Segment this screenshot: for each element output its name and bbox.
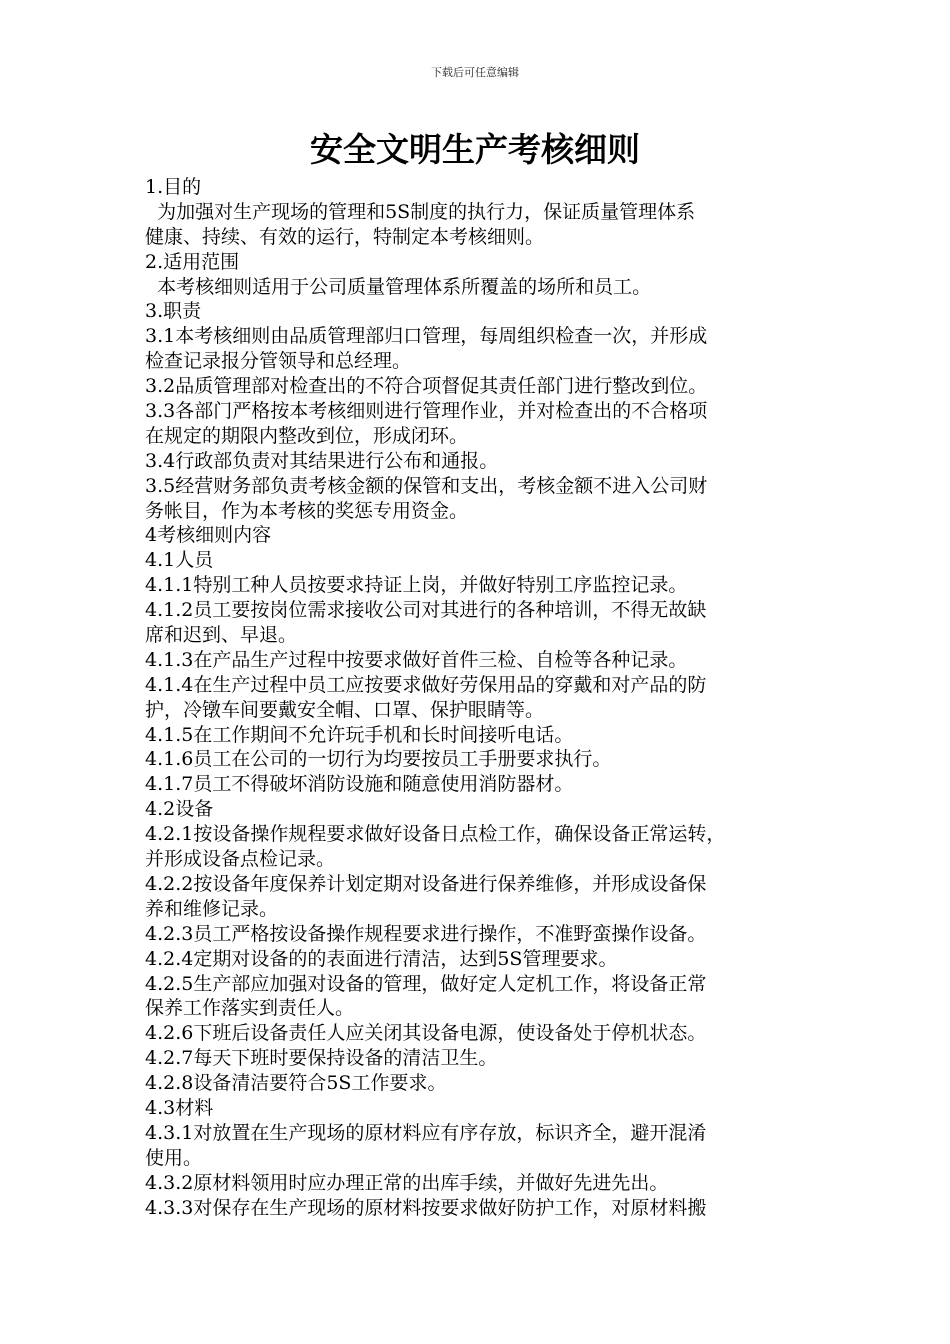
text-line: 4.3材料 <box>145 1096 214 1119</box>
text-line: 4.2.2按设备年度保养计划定期对设备进行保养维修，并形成设备保 <box>145 872 707 895</box>
text-line: 4.1.6员工在公司的一切行为均要按员工手册要求执行。 <box>145 748 612 771</box>
text-line: 4.1.4在生产过程中员工应按要求做好劳保用品的穿戴和对产品的防 <box>145 673 707 696</box>
document-body <box>145 175 825 1220</box>
header-note: 下载后可任意编辑 <box>431 66 519 79</box>
text-line: 保养工作落实到责任人。 <box>145 997 355 1020</box>
text-line: 4.3.3对保存在生产现场的原材料按要求做好防护工作，对原材料搬 <box>145 1196 707 1219</box>
text-line: 健康、持续、有效的运行，特制定本考核细则。 <box>145 225 545 248</box>
text-line: 4.2.8设备清洁要符合5S工作要求。 <box>145 1072 447 1095</box>
text-line: 4.2.6下班后设备责任人应关闭其设备电源，使设备处于停机状态。 <box>145 1022 707 1045</box>
text-line: 2.适用范围 <box>145 250 240 273</box>
text-line: 4.2.7每天下班时要保持设备的清洁卫生。 <box>145 1047 498 1070</box>
text-line: 1.目的 <box>145 176 202 198</box>
text-line: 3.4行政部负责对其结果进行公布和通报。 <box>145 449 499 472</box>
text-line: 4.1.2员工要按岗位需求接收公司对其进行的各种培训，不得无故缺 <box>145 599 707 622</box>
text-line: 4.2.3员工严格按设备操作规程要求进行操作，不准野蛮操作设备。 <box>145 922 707 945</box>
text-line: 4.3.2原材料领用时应办理正常的出库手续，并做好先进先出。 <box>145 1171 669 1194</box>
text-line: 务帐目，作为本考核的奖惩专用资金。 <box>145 499 469 522</box>
document-title: 安全文明生产考核细则 <box>310 130 640 169</box>
text-line: 使用。 <box>145 1146 203 1169</box>
text-line: 养和维修记录。 <box>145 897 279 920</box>
text-line: 护，冷镦车间要戴安全帽、口罩、保护眼睛等。 <box>145 698 545 721</box>
text-line: 4.2.5生产部应加强对设备的管理，做好定人定机工作，将设备正常 <box>145 972 707 995</box>
text-line: 4.1.7员工不得破坏消防设施和随意使用消防器材。 <box>145 773 574 796</box>
text-line: 4.1人员 <box>145 549 214 572</box>
text-line: 并形成设备点检记录。 <box>145 848 336 871</box>
text-line: 4.1.1特别工种人员按要求持证上岗，并做好特别工序监控记录。 <box>145 574 688 597</box>
text-line: 3.1本考核细则由品质管理部归口管理，每周组织检查一次，并形成 <box>145 325 708 348</box>
text-line: 3.2品质管理部对检查出的不符合项督促其责任部门进行整改到位。 <box>145 375 708 398</box>
text-line: 3.3各部门严格按本考核细则进行管理作业，并对检查出的不合格项 <box>145 400 708 423</box>
text-line: 席和迟到、早退。 <box>145 624 298 647</box>
text-line: 本考核细则适用于公司质量管理体系所覆盖的场所和员工。 <box>145 275 652 298</box>
text-line: 为加强对生产现场的管理和5S制度的执行力，保证质量管理体系 <box>145 200 696 223</box>
text-line: 4.2.1按设备操作规程要求做好设备日点检工作，确保设备正常运转， <box>145 823 726 846</box>
text-line: 4考核细则内容 <box>145 524 272 547</box>
text-line: 4.1.5在工作期间不允许玩手机和长时间接听电话。 <box>145 723 574 746</box>
text-line: 4.2.4定期对设备的的表面进行清洁，达到5S管理要求。 <box>145 947 618 970</box>
text-line: 3.职责 <box>145 300 202 323</box>
text-line: 4.1.3在产品生产过程中按要求做好首件三检、自检等各种记录。 <box>145 648 688 671</box>
text-line: 4.2设备 <box>145 798 214 821</box>
text-line: 4.3.1对放置在生产现场的原材料应有序存放，标识齐全，避开混淆 <box>145 1121 707 1144</box>
text-line: 在规定的期限内整改到位，形成闭环。 <box>145 424 469 447</box>
text-line: 检查记录报分管领导和总经理。 <box>145 350 412 373</box>
text-line: 3.5经营财务部负责考核金额的保管和支出，考核金额不进入公司财 <box>145 474 708 497</box>
